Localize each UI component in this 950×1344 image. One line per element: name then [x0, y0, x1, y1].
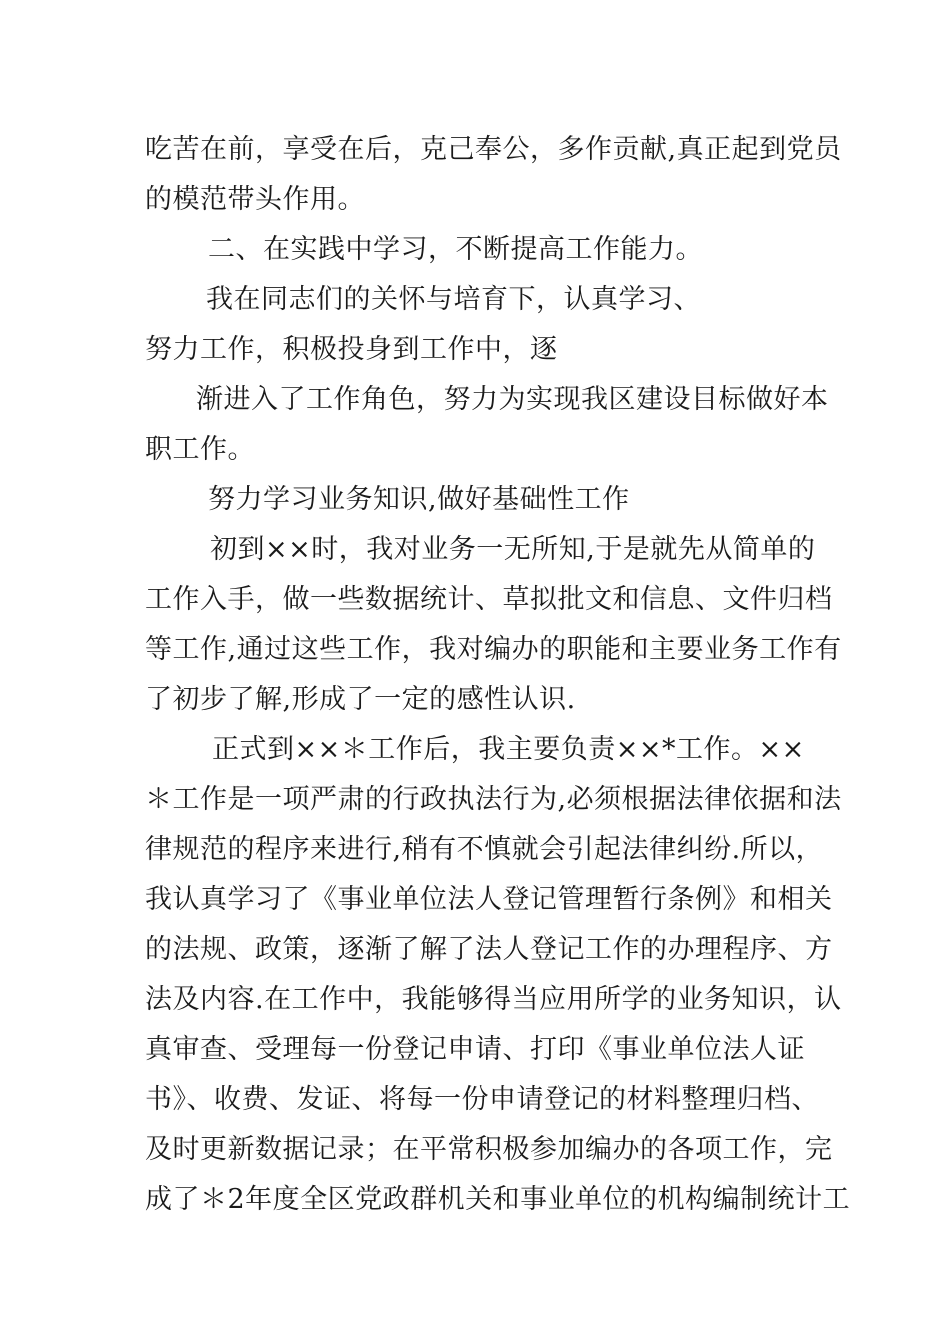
text-line: 律规范的程序来进行,稍有不慎就会引起法律纠纷.所以， [145, 834, 824, 865]
text-line: 努力工作，积极投身到工作中，逐 [145, 334, 558, 365]
text-line: 我认真学习了《事业单位法人登记管理暂行条例》和相关 [145, 884, 833, 915]
text-line: 我在同志们的关怀与培育下，认真学习、 [206, 284, 701, 315]
text-line: 的模范带头作用。 [145, 184, 365, 215]
text-line: 真审查、受理每一份登记申请、打印《事业单位法人证 [145, 1034, 805, 1065]
text-line: 等工作,通过这些工作，我对编办的职能和主要业务工作有 [145, 634, 842, 665]
text-line: 了初步了解,形成了一定的感性认识. [145, 684, 576, 715]
text-line: 渐进入了工作角色，努力为实现我区建设目标做好本 [196, 384, 829, 415]
text-line: 初到××时，我对业务一无所知,于是就先从简单的 [210, 534, 816, 565]
section-heading: 二、在实践中学习，不断提高工作能力。 [208, 234, 703, 265]
subsection-heading: 努力学习业务知识,做好基础性工作 [208, 484, 630, 515]
text-line: 工作入手，做一些数据统计、草拟批文和信息、文件归档 [145, 584, 833, 615]
text-line: 及时更新数据记录；在平常积极参加编办的各项工作，完 [145, 1134, 833, 1165]
text-line: 的法规、政策，逐渐了解了法人登记工作的办理程序、方 [145, 934, 833, 965]
text-line: 成了＊2年度全区党政群机关和事业单位的机构编制统计工 [145, 1184, 851, 1215]
text-line: 法及内容.在工作中，我能够得当应用所学的业务知识，认 [145, 984, 842, 1015]
text-line: 书》、收费、发证、将每一份申请登记的材料整理归档、 [145, 1084, 819, 1115]
text-line: ＊工作是一项严肃的行政执法行为,必须根据法律依据和法 [145, 784, 842, 815]
text-line: 吃苦在前，享受在后，克己奉公，多作贡献,真正起到党员 [145, 134, 842, 165]
text-line: 正式到××＊工作后，我主要负责××*工作。×× [212, 734, 805, 765]
text-line: 职工作。 [145, 434, 255, 465]
